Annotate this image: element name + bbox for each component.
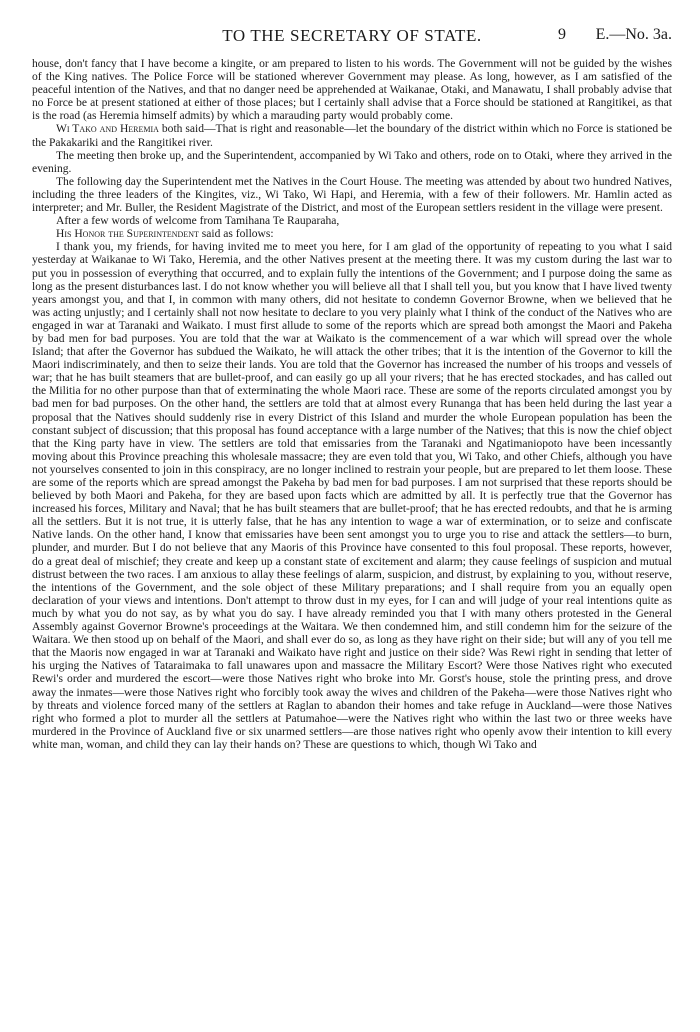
paragraph-text: I thank you, my friends, for having invited me to meet you here, for I am glad of the opportunity of repeating to you what I said yesterday at Waikanae to Wi Tako, Heremia, and the other Natives present at the meeting there. It was my custom during the last war to put you in possession of everything that occurred, and to explain fully the intentions of the Government; and I purpose doing the same as long as the present disturbances last. I do not know whether you will believe all that I shall tell you, but you know that I have lived twenty years amongst you, and that I, in common with many others, did not hesitate to condemn Governor Browne, when we believed that he was acting unjustly; and I certainly shall not now hesitate to declare to you very plainly what I think of the conduct of the Natives who are engaged in war at Taranaki and Waikato. I must first allude to some of the reports which are spread both amongst the Maori and Pakeha by bad men for bad purposes. You are told that the war at Waikato is the commencement of a war which will spread over the whole Island; that after the Governor has subdued the Waikato, he will attack the other tribes; that it is the intention of the Governor to kill the Maori indiscriminately, and then to seize their lands. You are told that the Governor has increased the number of his troops and vessels of war; that he has built steamers that are bullet-proof, and can easily go up all your rivers; that he has erected stockades, and has called out the Militia for no other purpose than that of exterminating the whole Maori race. These are some of the reports circulated amongst you by bad men for bad purposes. On the other hand, the settlers are told that at almost every Runanga that has been held during the last year a proposal that the Natives should suddenly rise in every District of this Island and murder the whole European population has been the constant subject of discussion; that this proposal has found acceptance with a large number of the Natives; that this is now the chief object that the King party have in view. The settlers are told that emissaries from the Taranaki and Ngatimaniopoto have been incessantly moving about this Province preaching this wholesale massacre; they are even told that you, Wi Tako, and other Chiefs, although you have not yourselves consented to join in this conspiracy, are no longer inclined to restrain your people, but are prepared to let them loose. These are some of the reports which are spread amongst the Pakeha by bad men for bad purposes. I am not surprised that these reports should be believed by both Maori and Pakeha, for they are based upon facts which are admitted by all. It is perfectly true that the Governor has increased his forces, Military and Naval; that he has built steamers that are bullet-proof; that he has erected redoubts, and that he is arming all the settlers. But it is not true, it is utterly false, that he has any intention to wage a war of extermination, or to seize and confiscate Native lands. On the other hand, I know that emissaries have been sent amongst you to urge you to rise and attack the settlers—to burn, plunder, and murder. But I do not believe that any Maoris of this Province have consented to this foul proposal. These reports, however, do a great deal of mischief; they create and keep up a constant state of excitement and alarm; they cause feelings of suspicion and mutual distrust between the two races. I am anxious to allay these feelings of alarm, suspicion, and distrust, by explaining to you, without reserve, the intentions of the Government, and the sole object of these Military preparations; and I shall require from you an equally open declaration of your views and intentions. Don't attempt to throw dust in my eyes, for I can and will judge of your real intentions quite as much by what you do not say, as by what you do say. I have already reminded you that I with many others protested in the General Assembly against Governor Browne's proceedings at the Waitara. We then condemned him, and still condemn him for the seizure of the Waitara. We then stood up on behalf of the Maori, and shall ever do so, as long as they have right on their side; but will any of you tell me that the Maoris now engaged in war at Taranaki and Waikato have right and justice on their side? Was Rewi right in sending that letter of his urging the Natives of Tataraimaka to fall unawares upon and massacre the Military Escort? Were those Natives right who executed Rewi's order and murdered the escort—were those Natives right who broke into Mr. Gorst's house, stole the printing press, and drove away the inmates—were those Natives right who forcibly took away the wives and children of the Pakeha—were those Natives right who by threats and violence forced many of the settlers at Raglan to abandon their homes and take refuge in Auckland—were those Natives right who formed a plot to murder all the settlers at Patumahoe—were the Natives right who within the last two or three weeks have murdered in the Province of Auckland five or six unarmed settlers—are those natives right who openly avow their intention to kill every white man, woman, and child they can lay their hands on? These are questions to which, though Wi Tako and (32, 241, 672, 751)
paragraph-speech-wi-tako (32, 123, 672, 149)
paragraph-text: said as follows: (198, 228, 274, 241)
paragraph-text: The meeting then broke up, and the Superintendent, accompanied by Wi Tako and others, rode on to Otaki, where they arrived in the evening. (32, 149, 672, 175)
paragraph-court-house-meeting (32, 176, 672, 215)
paragraph-superintendent-intro (32, 228, 672, 241)
speaker-name: His Honor the Superintendent (56, 228, 199, 241)
document-body (32, 58, 672, 752)
paragraph-text: The following day the Superintendent met the Natives in the Court House. The meeting was attended by about two hundred Natives, including the three leaders of the Kingites, viz., Wi Tako, Wi Hapi, and Heremia, with a few of their followers. Mr. Hamlin acted as interpreter; and Mr. Buller, the Resident Magistrate of the District, and most of the European settlers resident in the village were present. (32, 175, 672, 215)
speaker-name: Wi Tako and Heremia (56, 123, 159, 136)
running-title: TO THE SECRETARY OF STATE. (222, 26, 482, 45)
document-reference: E.—No. 3a. (595, 26, 672, 43)
paragraph-text: house, don't fancy that I have become a kingite, or am prepared to listen to his words. The Government will not be guided by the wishes of the King natives. The Police Force will be stationed wherever Government may please. As long, however, as I am satisfied of the peaceful intention of the Natives, and that no danger need be apprehended at Waikanae, Otaki, and Manawatu, I shall probably advise that no Force be at present stationed at either of those places; but I certainly shall advise that a Force should be stationed at Rangitikei, as that is the road (as Heremia himself admits) by which a marauding party would probably come. (32, 58, 672, 123)
paragraph-continuation (32, 58, 672, 123)
page-header (32, 26, 672, 48)
paragraph-welcome (32, 215, 672, 228)
paragraph-superintendent-speech (32, 241, 672, 752)
paragraph-text: both said—That is right and reasonable—let the boundary of the district within which no Force is stationed be the Pakakariki and the Rangitikei river. (32, 123, 672, 149)
paragraph-meeting-adjourned (32, 150, 672, 176)
page-number: 9 (558, 26, 566, 43)
paragraph-text: After a few words of welcome from Tamihana Te Rauparaha, (56, 215, 340, 228)
